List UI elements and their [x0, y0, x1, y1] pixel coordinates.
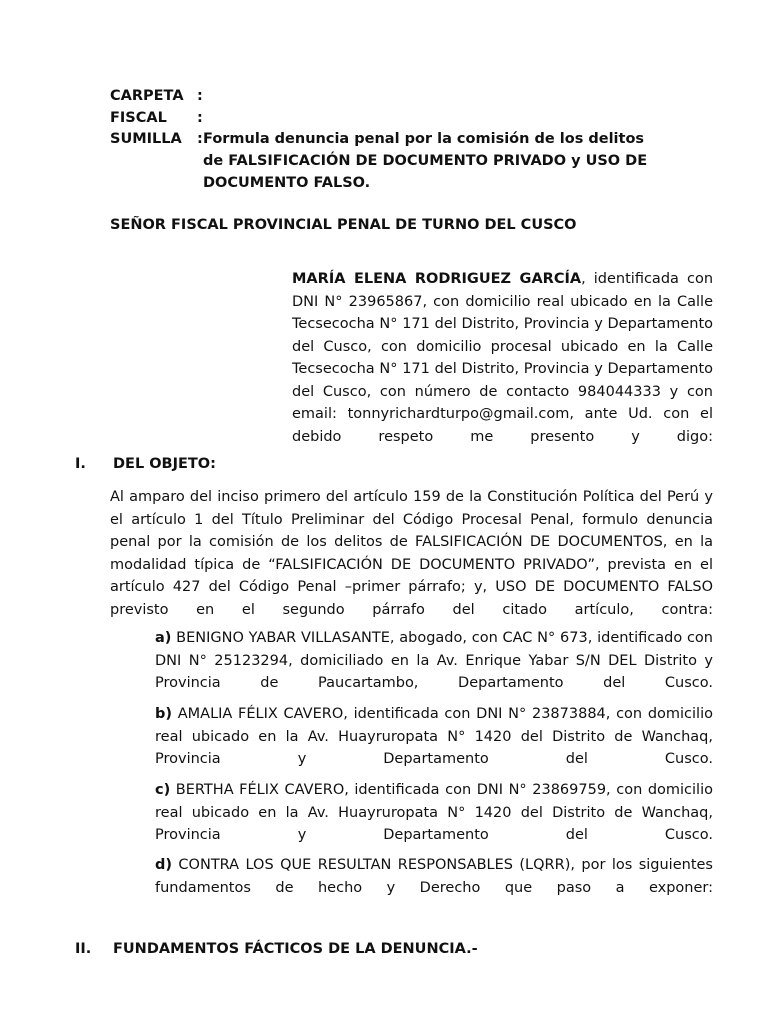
section-1-title: DEL OBJETO:: [113, 456, 216, 472]
item-c-letter: c): [155, 782, 171, 798]
carpeta-label: CARPETA: [110, 88, 184, 104]
fiscal-label: FISCAL: [110, 110, 167, 126]
sumilla-colon: :: [197, 131, 203, 147]
item-c-text: BERTHA FÉLIX CAVERO, identificada con DNI N° 23869759, con domicilio real ubicado en la Av. Huayruropata N° 1420 del Distrito de Wanchaq, Provincia y Departamento del Cusco.: [155, 782, 713, 843]
item-a-letter: a): [155, 630, 172, 646]
carpeta-colon: :: [197, 88, 203, 104]
section-1-number: I.: [75, 456, 86, 472]
applicant-paragraph: [292, 268, 713, 471]
carpeta-line: [110, 85, 203, 107]
item-a-text: BENIGNO YABAR VILLASANTE, abogado, con CAC N° 673, identificado con DNI N° 25123294, domiciliado en la Av. Enrique Yabar S/N DEL Distrito y Provincia de Paucartambo, Departamento del Cusco.: [155, 630, 713, 691]
sumilla-line: [110, 128, 203, 150]
object-paragraph: Al amparo del inciso primero del artículo 159 de la Constitución Política del Perú y el artículo 1 del Título Preliminar del Código Procesal Penal, formulo denuncia penal por la comisión de los delitos de FALSIFICACIÓN DE DOCUMENTOS, en la modalidad típica de “FALSIFICACIÓN DE DOCUMENTO PRIVADO”, prevista en el artículo 427 del Código Penal –primer párrafo; y, USO DE DOCUMENTO FALSO previsto en el segundo párrafo del citado artículo, contra:: [110, 489, 713, 618]
applicant-name: MARÍA ELENA RODRIGUEZ GARCÍA: [292, 271, 582, 287]
item-b-letter: b): [155, 706, 173, 722]
section-2-number: II.: [75, 941, 92, 957]
sumilla-label: SUMILLA: [110, 131, 182, 147]
addressee: SEÑOR FISCAL PROVINCIAL PENAL DE TURNO DEL CUSCO: [110, 217, 577, 233]
list-item-d: [155, 854, 713, 922]
sumilla-text: Formula denuncia penal por la comisión de los delitos de FALSIFICACIÓN DE DOCUMENTO PRIVADO y USO DE DOCUMENTO FALSO.: [203, 131, 648, 191]
section-1-heading: [75, 456, 216, 472]
fiscal-colon: :: [197, 110, 203, 126]
section-2-heading: [75, 941, 478, 957]
item-b-text: AMALIA FÉLIX CAVERO, identificada con DNI N° 23873884, con domicilio real ubicado en la Av. Huayruropata N° 1420 del Distrito de Wanchaq, Provincia y Departamento del Cusco.: [155, 706, 713, 767]
applicant-text: , identificada con DNI N° 23965867, con domicilio real ubicado en la Calle Tecsecocha N° 171 del Distrito, Provincia y Departamento del Cusco, con domicilio procesal ubicado en la Calle Tecsecocha N° 171 del Distrito, Provincia y Departamento del Cusco, con número de contacto 984044333 y con email: tonnyrichardturpo@gmail.com, ante Ud. con el debido respeto me presento y digo:: [292, 271, 714, 445]
fiscal-line: [110, 107, 203, 129]
item-d-text: CONTRA LOS QUE RESULTAN RESPONSABLES (LQRR), por los siguientes fundamentos de hecho y Derecho que paso a exponer:: [155, 857, 713, 896]
item-d-letter: d): [155, 857, 173, 873]
section-2-title: FUNDAMENTOS FÁCTICOS DE LA DENUNCIA.-: [113, 941, 478, 957]
